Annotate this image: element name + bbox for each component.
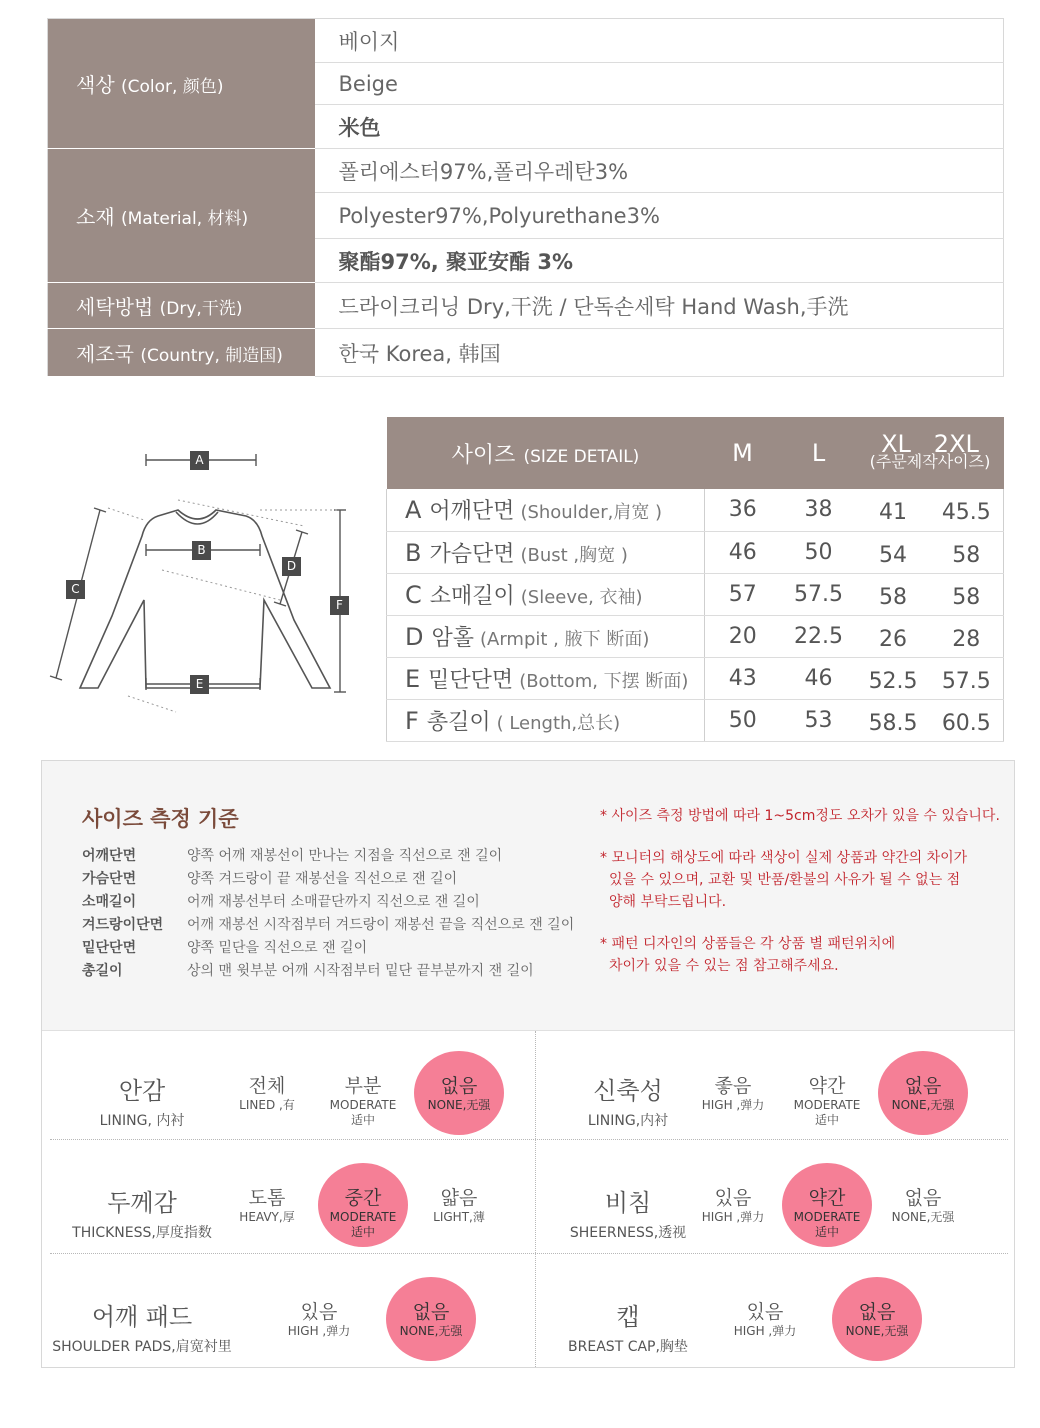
country-value: 한국 Korea, 韩国 <box>315 329 1004 377</box>
country-label: 제조국 (Country, 制造国) <box>48 329 315 377</box>
measurement-definitions <box>82 845 574 983</box>
option-label-ko: 있음 <box>300 1301 338 1323</box>
option-label-ko: 부분 <box>344 1075 382 1097</box>
attribute-name-ko: 신축성 <box>593 1077 663 1105</box>
definition-row <box>82 868 574 891</box>
option-label-en: MODERATE <box>793 1210 861 1224</box>
option-label-ko: 없음 <box>440 1075 478 1097</box>
size-value: 46 <box>781 657 857 699</box>
size-value: 58 <box>857 573 930 615</box>
definition-term: 가슴단면 <box>82 871 137 887</box>
size-row-label <box>387 657 705 699</box>
size-row-b <box>387 531 1004 573</box>
attribute-name-ko: 비침 <box>604 1189 652 1217</box>
attribute-option <box>782 1051 872 1135</box>
definition-desc: 양쪽 밑단을 직선으로 잰 길이 <box>187 940 368 956</box>
attribute-option-selected <box>386 1277 476 1361</box>
size-row-label <box>387 531 705 573</box>
attribute-breast-cap <box>528 1267 998 1377</box>
custom-size-note: (주문제작사이즈) <box>869 452 991 471</box>
size-value: 50 <box>781 531 857 573</box>
option-label-ko: 전체 <box>248 1075 286 1097</box>
size-row-sub: (Sleeve, 衣袖) <box>520 586 643 608</box>
option-label-en: HIGH ,弹力 <box>733 1324 797 1338</box>
size-value: 28 <box>930 615 1004 657</box>
attribute-option <box>720 1277 810 1361</box>
attribute-option-selected <box>782 1163 872 1247</box>
option-label-ko: 없음 <box>904 1187 942 1209</box>
attribute-name <box>42 1297 242 1356</box>
size-row-d <box>387 615 1004 657</box>
definition-term: 소매길이 <box>82 894 137 910</box>
measurement-criteria-panel <box>42 761 1014 1031</box>
size-detail-table <box>386 417 1004 742</box>
size-value: 41 <box>857 489 930 531</box>
definition-row <box>82 937 574 960</box>
option-label-en: LINED ,有 <box>239 1098 295 1112</box>
option-label-ko: 좋음 <box>714 1075 752 1097</box>
definition-row <box>82 891 574 914</box>
option-label-en: MODERATE <box>793 1098 861 1112</box>
attribute-option <box>688 1163 778 1247</box>
attribute-name-en: SHEERNESS,透视 <box>569 1225 687 1241</box>
size-row-sub: (Armpit , 腋下 断面) <box>480 628 650 650</box>
size-row-letter: F <box>405 706 419 735</box>
column-divider <box>535 1031 536 1367</box>
material-label: 소재 (Material, 材料) <box>48 149 315 283</box>
definition-desc: 양쪽 겨드랑이 끝 재봉선을 직선으로 잰 길이 <box>187 871 458 887</box>
size-row-label <box>387 615 705 657</box>
option-label-en: HIGH ,弹力 <box>287 1324 351 1338</box>
diagram-label-f: F <box>330 596 349 615</box>
attribute-name-ko: 안감 <box>118 1077 166 1105</box>
option-label-ko: 있음 <box>746 1301 784 1323</box>
size-row-name: 가슴단면 <box>429 541 515 567</box>
measurement-title: 사이즈 측정 기준 <box>82 807 239 831</box>
attribute-name-en: THICKNESS,厚度指数 <box>72 1225 212 1241</box>
attribute-name-ko: 캡 <box>616 1303 640 1331</box>
definition-desc: 어깨 재봉선부터 소매끝단까지 직선으로 잰 길이 <box>187 894 480 910</box>
size-value: 36 <box>705 489 781 531</box>
option-label-zh: 适中 <box>814 1113 839 1127</box>
color-label: 색상 (Color, 颜色) <box>48 19 315 149</box>
color-value-zh: 米色 <box>315 105 1004 149</box>
size-row-name: 밑단단면 <box>428 667 514 693</box>
size-value: 46 <box>705 531 781 573</box>
size-row-letter: D <box>405 622 424 651</box>
option-label-zh: 适中 <box>814 1225 839 1239</box>
size-row-name: 어깨단면 <box>429 499 515 525</box>
attribute-shoulder-pads <box>42 1267 512 1377</box>
measurement-notes <box>600 805 1000 997</box>
attribute-option <box>222 1163 312 1247</box>
size-col-xl: XL <box>881 430 911 458</box>
attribute-stretch <box>528 1041 998 1151</box>
option-label-en: HIGH ,弹力 <box>701 1098 765 1112</box>
size-value: 52.5 <box>857 657 930 699</box>
attribute-thickness <box>42 1153 512 1263</box>
definition-desc: 양쪽 어깨 재봉선이 만나는 지점을 직선으로 잰 길이 <box>187 848 503 864</box>
size-value: 58 <box>930 573 1004 615</box>
row-divider-2 <box>50 1253 1008 1254</box>
note-pattern: * 패턴 디자인의 상품들은 각 상품 별 패턴위치에 차이가 있을 수 있는 점 참고해주세요. <box>600 936 896 974</box>
definition-row <box>82 845 574 868</box>
definition-term: 밑단단면 <box>82 940 137 956</box>
attribute-name-en: LINING,内衬 <box>587 1113 669 1129</box>
attribute-option <box>688 1051 778 1135</box>
option-label-ko: 도톰 <box>248 1187 286 1209</box>
size-value: 45.5 <box>930 489 1004 531</box>
option-label-ko: 약간 <box>808 1187 846 1209</box>
option-label-en: NONE,无强 <box>891 1210 955 1224</box>
size-value: 26 <box>857 615 930 657</box>
note-tolerance: * 사이즈 측정 방법에 따라 1~5cm정도 오차가 있을 수 있습니다. <box>600 808 1000 824</box>
size-row-c <box>387 573 1004 615</box>
color-value-en: Beige <box>315 63 1004 105</box>
attribute-option <box>414 1163 504 1247</box>
attribute-option <box>222 1051 312 1135</box>
size-col-2xl: 2XL <box>933 430 979 458</box>
size-value: 50 <box>705 699 781 741</box>
attribute-name-en: LINING, 内衬 <box>99 1113 185 1129</box>
option-label-en: NONE,无强 <box>427 1098 491 1112</box>
size-row-sub: ( Length,总长) <box>496 712 621 734</box>
color-value-ko: 베이지 <box>315 19 1004 63</box>
attribute-name-en: BREAST CAP,胸垫 <box>568 1339 688 1355</box>
attribute-lining <box>42 1041 512 1151</box>
size-row-e <box>387 657 1004 699</box>
material-value-en: Polyester97%,Polyurethane3% <box>315 193 1004 239</box>
attribute-name-ko: 어깨 패드 <box>91 1303 193 1331</box>
attribute-option <box>318 1051 408 1135</box>
attribute-option-selected <box>878 1051 968 1135</box>
size-value: 57.5 <box>930 657 1004 699</box>
option-label-zh: 适中 <box>350 1113 375 1127</box>
definition-desc: 어깨 재봉선 시작점부터 겨드랑이 재봉선 끝을 직선으로 잰 길이 <box>187 917 575 933</box>
attribute-name-en: SHOULDER PADS,肩宽衬里 <box>52 1339 232 1355</box>
option-label-ko: 얇음 <box>440 1187 478 1209</box>
option-label-en: MODERATE <box>329 1210 397 1224</box>
material-value-zh: 聚酯97%, 聚亚安酯 3% <box>315 239 1004 283</box>
option-label-en: HEAVY,厚 <box>239 1210 295 1224</box>
option-label-en: NONE,无强 <box>845 1324 909 1338</box>
size-value: 60.5 <box>930 699 1004 741</box>
size-row-letter: A <box>405 496 422 525</box>
attribute-name <box>42 1183 242 1242</box>
size-row-sub: (Bust ,胸宽 ) <box>520 544 628 566</box>
size-value: 58 <box>930 531 1004 573</box>
option-label-en: HIGH ,弹力 <box>701 1210 765 1224</box>
size-row-label <box>387 489 705 531</box>
attribute-name <box>528 1297 728 1356</box>
option-label-zh: 适中 <box>350 1225 375 1239</box>
option-label-en: MODERATE <box>329 1098 397 1112</box>
diagram-label-c: C <box>66 580 85 599</box>
attribute-option-selected <box>832 1277 922 1361</box>
attribute-option-selected <box>318 1163 408 1247</box>
wash-value: 드라이크리닝 Dry,干洗 / 단독손세탁 Hand Wash,手洗 <box>315 283 1004 329</box>
size-value: 53 <box>781 699 857 741</box>
size-row-sub: (Bottom, 下摆 断面) <box>519 670 689 692</box>
measurement-guide <box>41 760 1015 1368</box>
attribute-sheerness <box>528 1153 998 1263</box>
definition-term: 겨드랑이단면 <box>82 917 164 933</box>
wash-label: 세탁방법 (Dry,干洗) <box>48 283 315 329</box>
option-label-en: LIGHT,薄 <box>433 1210 485 1224</box>
option-label-en: NONE,无强 <box>891 1098 955 1112</box>
size-row-letter: E <box>405 664 421 693</box>
size-col-l: L <box>781 417 857 489</box>
size-value: 57 <box>705 573 781 615</box>
definition-term: 어깨단면 <box>82 848 137 864</box>
size-value: 38 <box>781 489 857 531</box>
material-value-ko: 폴리에스터97%,폴리우레탄3% <box>315 149 1004 193</box>
size-row-letter: C <box>405 580 422 609</box>
attribute-name <box>42 1071 242 1130</box>
option-label-ko: 없음 <box>412 1301 450 1323</box>
size-value: 57.5 <box>781 573 857 615</box>
option-label-ko: 있음 <box>714 1187 752 1209</box>
definition-desc: 상의 맨 윗부분 어깨 시작점부터 밑단 끝부분까지 잰 길이 <box>187 963 534 979</box>
size-row-sub: (Shoulder,肩宽 ) <box>520 502 663 524</box>
definition-row <box>82 960 574 983</box>
size-value: 58.5 <box>857 699 930 741</box>
definition-row <box>82 914 574 937</box>
product-info-table <box>47 18 1004 377</box>
diagram-label-a: A <box>190 451 209 470</box>
size-col-m: M <box>705 417 781 489</box>
size-col-xl-2xl <box>857 417 1004 489</box>
attribute-option <box>274 1277 364 1361</box>
attribute-option-selected <box>414 1051 504 1135</box>
diagram-label-d: D <box>282 557 301 576</box>
note-monitor: * 모니터의 해상도에 따라 색상이 실제 상품과 약간의 차이가 있을 수 있으며, 교환 및 반품/환불의 사유가 될 수 없는 점 양해 부탁드립니다. <box>600 850 968 910</box>
size-row-label <box>387 699 705 741</box>
size-row-label <box>387 573 705 615</box>
option-label-ko: 없음 <box>858 1301 896 1323</box>
size-row-f <box>387 699 1004 741</box>
size-table-title: 사이즈 (SIZE DETAIL) <box>387 417 705 489</box>
attribute-name-ko: 두께감 <box>107 1189 177 1217</box>
definition-term: 총길이 <box>82 963 123 979</box>
size-value: 20 <box>705 615 781 657</box>
size-value: 54 <box>857 531 930 573</box>
garment-diagram <box>48 440 368 730</box>
size-row-a <box>387 489 1004 531</box>
size-row-name: 소매길이 <box>429 583 515 609</box>
option-label-en: NONE,无强 <box>399 1324 463 1338</box>
option-label-ko: 중간 <box>344 1187 382 1209</box>
diagram-label-b: B <box>192 541 211 560</box>
option-label-ko: 약간 <box>808 1075 846 1097</box>
diagram-label-e: E <box>190 675 209 694</box>
option-label-ko: 없음 <box>904 1075 942 1097</box>
size-row-name: 총길이 <box>426 709 491 735</box>
row-divider-1 <box>50 1139 1008 1140</box>
size-row-letter: B <box>405 538 422 567</box>
size-value: 43 <box>705 657 781 699</box>
size-row-name: 암홀 <box>431 625 474 651</box>
size-value: 22.5 <box>781 615 857 657</box>
attribute-option <box>878 1163 968 1247</box>
